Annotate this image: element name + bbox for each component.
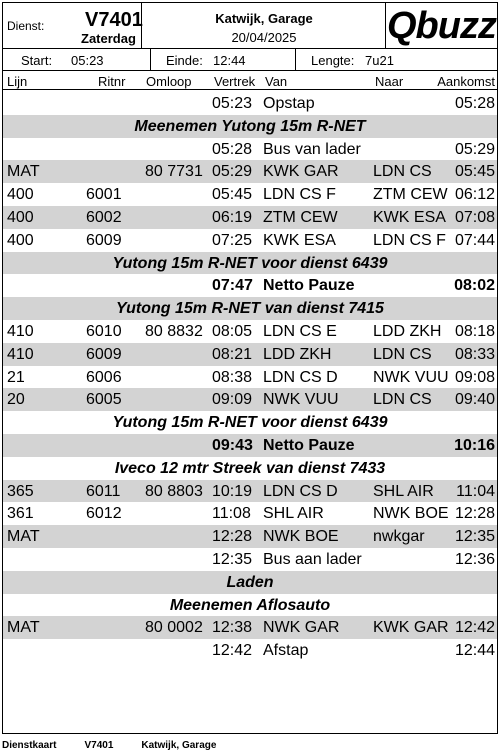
cell-vertrek: 08:05 [212,322,253,340]
section-header-row [3,411,497,434]
cell-van: Bus aan lader [263,550,362,568]
trip-row [3,548,497,571]
cell-lijn: 21 [7,368,25,386]
cell-naar: NWK VUU [373,368,449,386]
dienst-number: V7401 [85,9,143,31]
cell-vertrek: 07:47 [212,277,253,295]
cell-naar: ZTM CEW [373,186,448,204]
duty-date: 20/04/2025 [231,30,297,45]
cell-vertrek: 08:21 [212,345,253,363]
cell-naar: LDN CS F [373,231,446,249]
cell-vertrek: 11:08 [212,505,251,523]
col-omloop: Omloop [146,74,192,89]
divider [295,49,296,70]
cell-vertrek: 05:28 [212,140,253,158]
cell-ritnr: 6002 [86,208,122,226]
cell-vertrek: 12:35 [212,550,253,568]
cell-vertrek: 12:42 [212,642,253,660]
cell-vertrek: 05:29 [212,163,253,181]
cell-naar: LDN CS [373,391,432,409]
footer-location: Katwijk, Garage [141,740,217,751]
cell-aankomst: 08:02 [454,277,495,295]
start-label: Start: [21,53,53,68]
cell-ritnr: 6010 [86,322,122,340]
cell-aankomst: 10:16 [454,436,495,454]
cell-lijn: MAT [7,619,40,637]
cell-ritnr: 6009 [86,345,122,363]
cell-naar: KWK GAR [373,619,449,637]
col-naar: Naar [375,74,404,89]
dienst-label: Dienst: [7,19,45,33]
trip-row [3,388,497,411]
cell-omloop: 80 8832 [145,322,203,340]
cell-van: KWK GAR [263,163,339,181]
location-date-cell [142,3,386,48]
cell-van: NWK BOE [263,528,339,546]
section-title: Laden [226,573,274,591]
cell-aankomst: 05:28 [454,95,495,112]
cell-van: NWK VUU [263,391,339,409]
cell-vertrek: 10:19 [212,482,253,500]
cell-van: Netto Pauze [263,277,355,295]
cell-lijn: 400 [7,186,34,204]
section-title: Iveco 12 mtr Streek van dienst 7433 [114,459,386,477]
cell-aankomst: 11:04 [456,482,495,500]
cell-van: ZTM CEW [263,208,338,226]
col-aankomst: Aankomst [437,74,495,89]
section-title: Yutong 15m R-NET voor dienst 6439 [112,254,388,272]
cell-omloop: 80 0002 [145,619,203,637]
cell-aankomst: 07:44 [454,231,495,249]
cell-van: Netto Pauze [263,436,355,454]
col-vertrek: Vertrek [214,74,256,89]
cell-van: SHL AIR [263,505,324,523]
cell-aankomst: 12:35 [454,528,495,546]
section-title: Yutong 15m R-NET voor dienst 6439 [112,414,388,432]
cell-lijn: 400 [7,231,34,249]
cell-vertrek: 05:45 [212,186,253,204]
cell-ritnr: 6012 [86,505,122,523]
trip-row [3,639,497,662]
cell-van: KWK ESA [263,231,336,249]
cell-naar: KWK ESA [373,208,446,226]
dienst-day: Zaterdag [81,31,136,46]
cell-vertrek: 08:38 [212,368,253,386]
cell-aankomst: 08:18 [454,322,495,340]
cell-lijn: MAT [7,528,40,546]
cell-aankomst: 09:08 [454,368,495,386]
cell-van: Afstap [263,642,309,660]
cell-lijn: 361 [7,505,34,523]
section-header-row [3,252,497,275]
cell-van: LDN CS D [263,368,338,386]
logo-cell [386,3,497,48]
cell-vertrek: 12:28 [212,528,253,546]
cell-naar: LDD ZKH [373,322,442,340]
cell-van: NWK GAR [263,619,340,637]
trip-row [3,138,497,161]
cell-aankomst: 05:29 [454,140,495,158]
trip-row [3,206,497,229]
cell-aankomst: 12:44 [454,642,495,660]
trip-row [3,320,497,343]
cell-vertrek: 09:09 [212,391,253,409]
trip-row [3,502,497,525]
section-title: Meenemen Yutong 15m R-NET [134,117,366,135]
col-lijn: Lijn [7,74,28,89]
duty-length: 7u21 [365,53,394,68]
trip-row [3,343,497,366]
duty-id-cell [3,3,142,48]
lengte-label: Lengte: [311,53,355,68]
cell-lijn: 400 [7,208,34,226]
cell-naar: SHL AIR [373,482,434,500]
section-header-row [3,571,497,594]
cell-lijn: 410 [7,345,34,363]
cell-van: LDD ZKH [263,345,332,363]
end-time: 12:44 [213,53,246,68]
duty-card [2,2,498,734]
cell-aankomst: 06:12 [454,186,495,204]
pause-row [3,274,497,297]
footer-label: Dienstkaart [2,740,57,751]
trip-row [3,160,497,183]
cell-naar: LDN CS [373,345,432,363]
cell-naar: NWK BOE [373,505,449,523]
cell-omloop: 80 7731 [145,163,203,181]
cell-omloop: 80 8803 [145,482,203,500]
section-header-row [3,297,497,320]
cell-vertrek: 07:25 [212,231,253,249]
cell-ritnr: 6009 [86,231,122,249]
cell-naar: nwkgar [373,528,425,546]
col-van: Van [265,74,288,89]
trip-row [3,229,497,252]
trip-row [3,616,497,639]
trip-row [3,183,497,206]
page-footer [2,740,244,751]
cell-aankomst: 12:28 [454,505,495,523]
duty-header [3,3,497,49]
footer-dienst-number: V7401 [84,740,114,751]
cell-vertrek: 12:38 [212,619,253,637]
trip-row [3,480,497,503]
cell-lijn: MAT [7,163,40,181]
duty-times-bar [3,49,497,71]
cell-ritnr: 6011 [86,482,121,500]
pause-row [3,434,497,457]
location-name: Katwijk, Garage [215,11,313,26]
trip-row [3,366,497,389]
section-title: Yutong 15m R-NET van dienst 7415 [116,300,384,318]
cell-lijn: 365 [7,482,34,500]
cell-aankomst: 12:36 [454,550,495,568]
col-ritnr: Ritnr [98,74,126,89]
section-header-row [3,115,497,138]
qbuzz-logo: Qbuzz [387,5,496,47]
cell-lijn: 410 [7,322,34,340]
trip-row [3,92,497,115]
cell-aankomst: 09:40 [454,391,495,409]
start-time: 05:23 [71,53,104,68]
cell-van: LDN CS E [263,322,337,340]
cell-aankomst: 08:33 [454,345,495,363]
cell-aankomst: 07:08 [454,208,495,226]
section-title: Meenemen Aflosauto [169,596,331,614]
einde-label: Einde: [166,53,203,68]
cell-ritnr: 6001 [86,186,122,204]
cell-vertrek: 06:19 [212,208,253,226]
divider [150,49,151,70]
cell-aankomst: 12:42 [454,619,495,637]
trip-row [3,525,497,548]
section-header-row [3,594,497,617]
cell-vertrek: 09:43 [212,436,253,454]
cell-ritnr: 6005 [86,391,122,409]
cell-naar: LDN CS [373,163,432,181]
cell-van: LDN CS F [263,186,336,204]
cell-van: Opstap [263,95,315,112]
column-header-row [3,71,497,90]
cell-vertrek: 05:23 [212,95,253,112]
cell-van: Bus van lader [263,140,361,158]
section-header-row [3,457,497,480]
cell-van: LDN CS D [263,482,338,500]
cell-aankomst: 05:45 [454,163,495,181]
duty-rows [3,92,497,662]
cell-ritnr: 6006 [86,368,122,386]
cell-lijn: 20 [7,391,25,409]
